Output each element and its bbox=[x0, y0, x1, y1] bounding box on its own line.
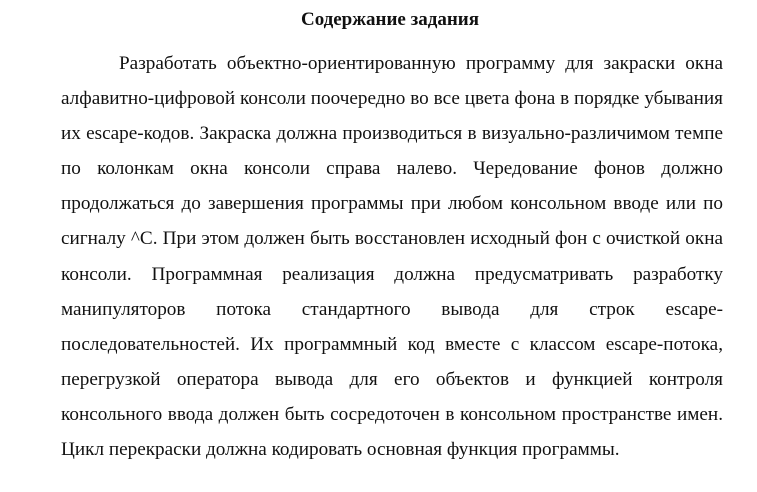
section-title: Содержание задания bbox=[300, 9, 480, 30]
task-description-paragraph: Разработать объектно-ориентированную программу для закраски окна алфавитно-цифровой консоли поочередно во все цвета фона в порядке убывания их escape-кодов. Закраска должна производиться в визуально-различимом темпе по колонкам окна консоли справа налево. Чередование фонов должно продолжаться до завершения программы при любом консольном вводе или по сигналу ^C. При этом должен быть восстановлен исходный фон с очисткой окна консоли. Программная реализация должна предусматривать разработку манипуляторов потока стандартного вывода для строк escape-последовательностей. Их программный код вместе с классом escape-потока, перегрузкой оператора вывода для его объектов и функцией контроля консольного ввода должен быть сосредоточен в консольном пространстве имен. Цикл перекраски должна кодировать основная функция программы. bbox=[61, 53, 723, 461]
